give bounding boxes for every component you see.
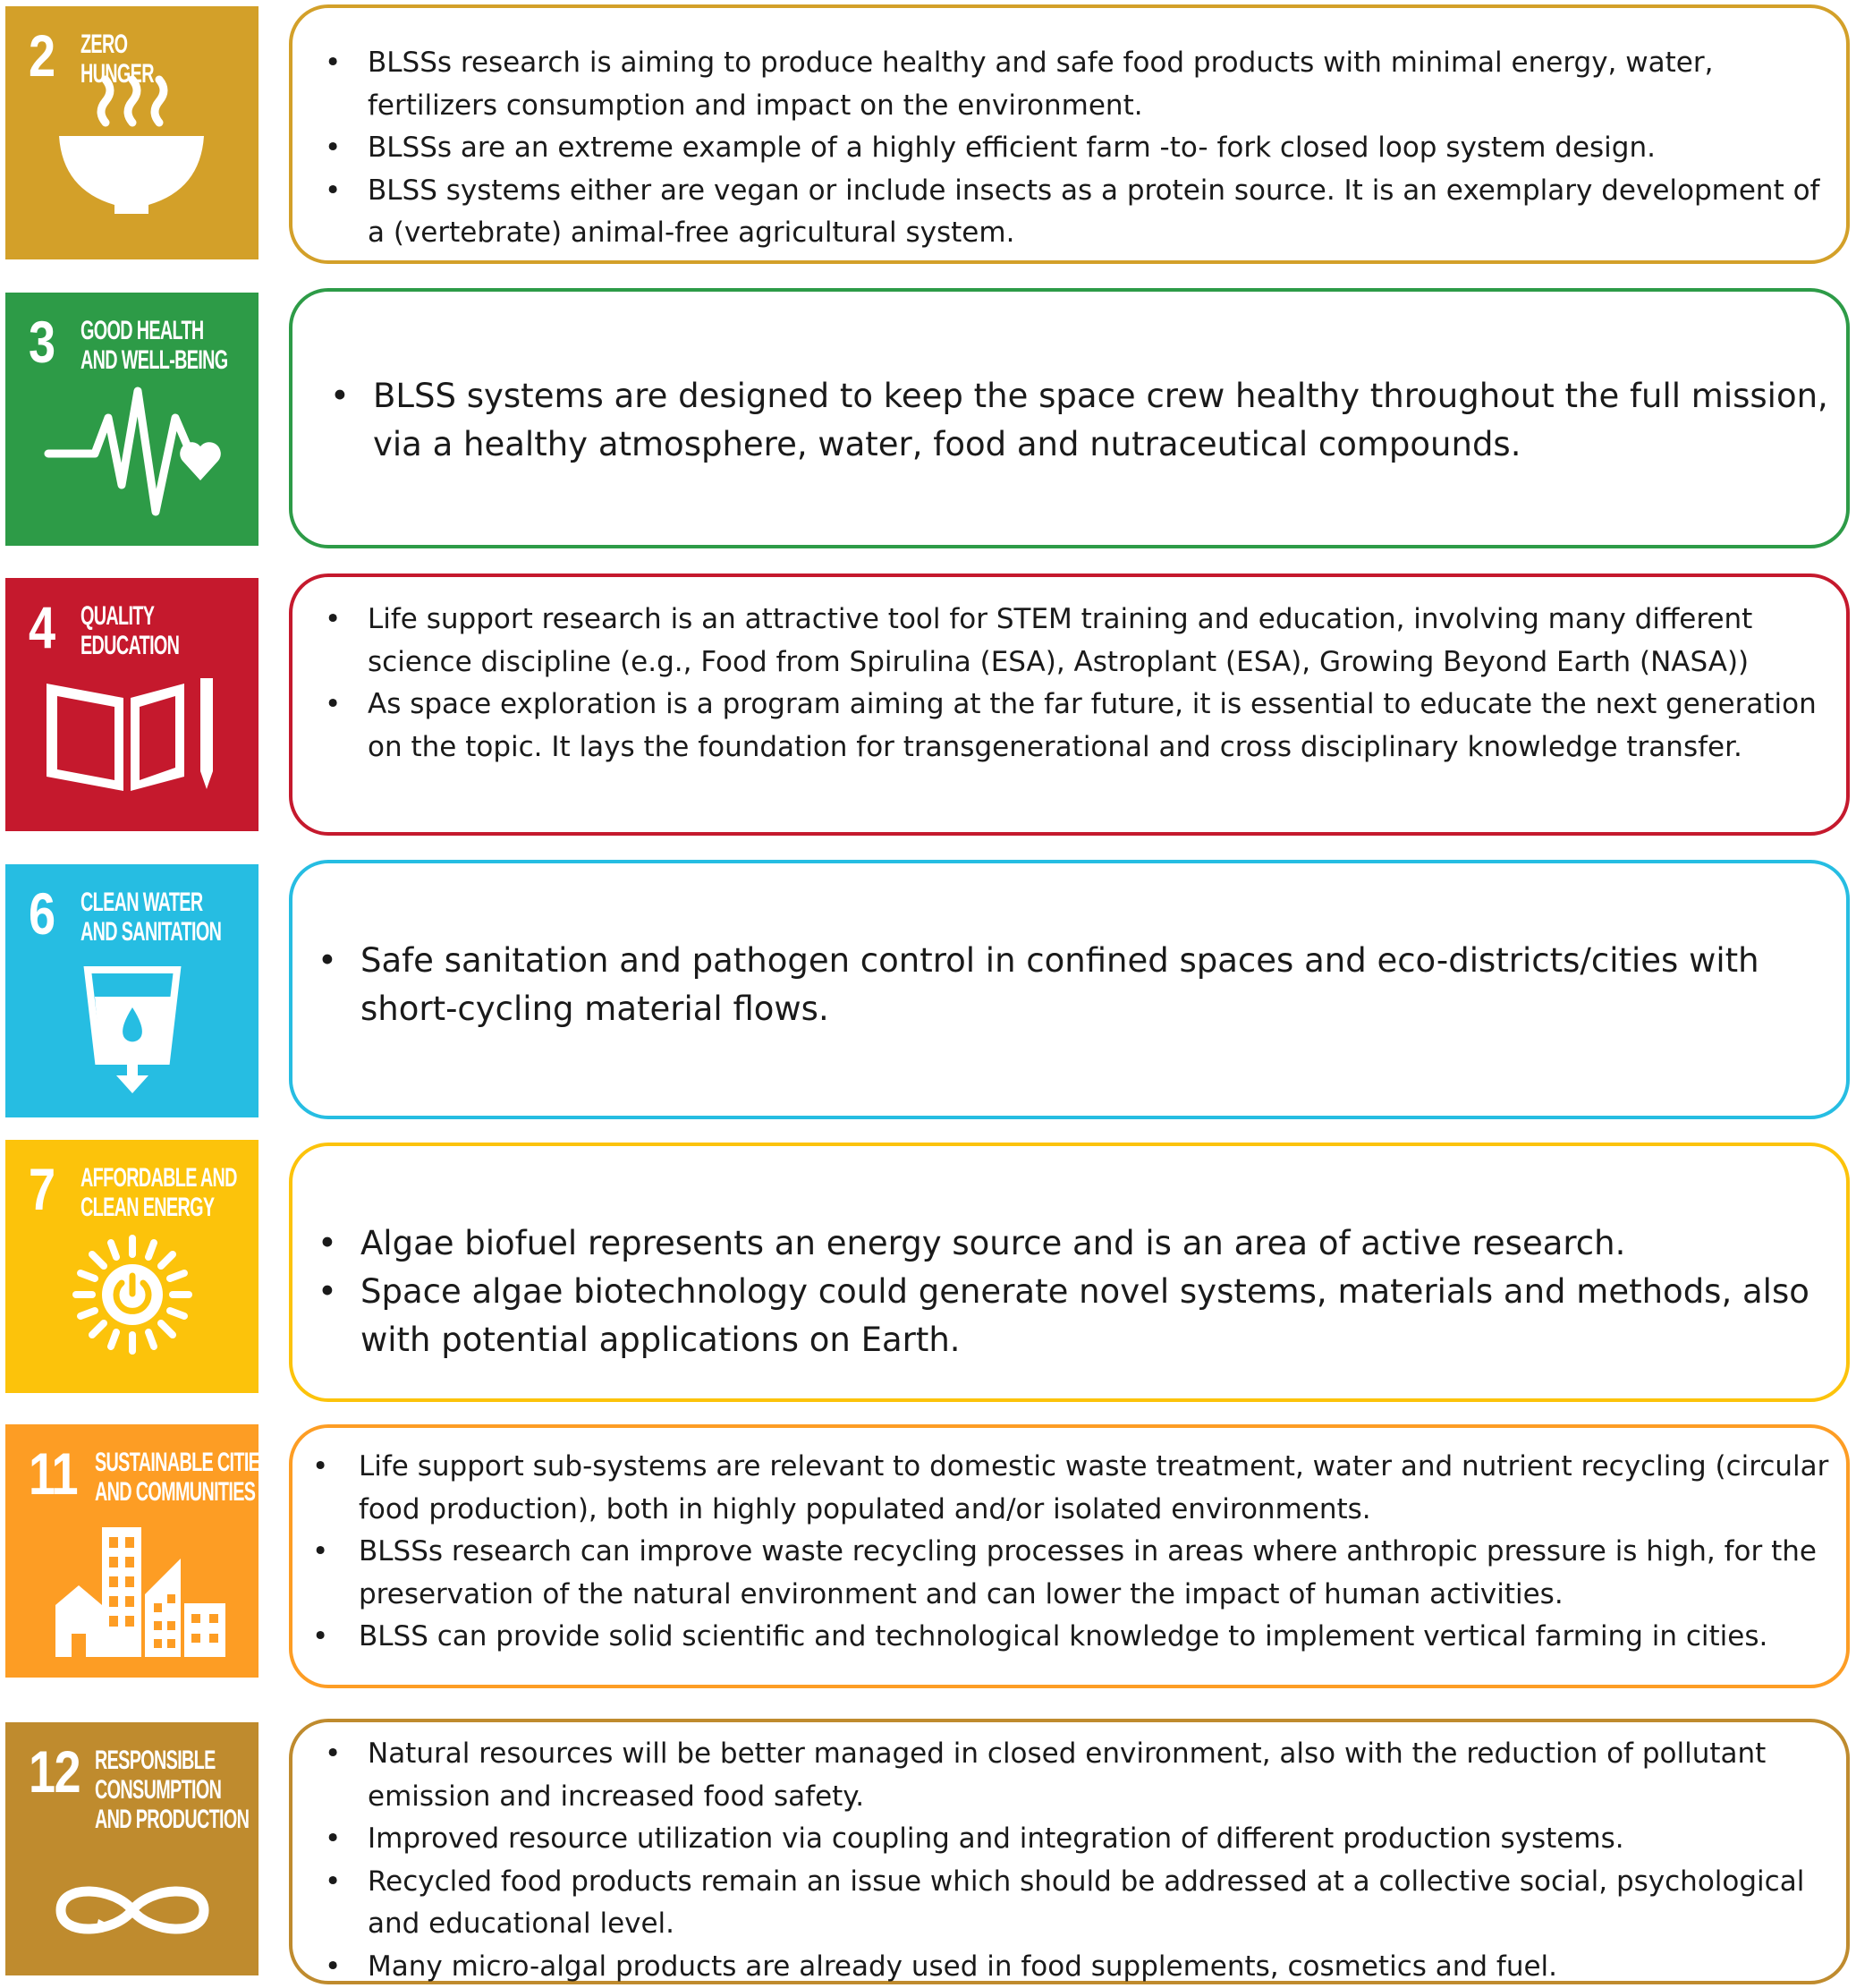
sun-power-icon [5, 1140, 258, 1393]
sdg-title: QUALITY EDUCATION [81, 601, 180, 660]
sdg-title: GOOD HEALTH AND WELL-BEING [81, 316, 228, 375]
sdg-number: 7 [29, 1156, 55, 1222]
sdg-number: 2 [29, 22, 55, 89]
list-item: • Recycled food products remain an issue which should be addressed at a collective social, psychological and educational level. [323, 1861, 1835, 1946]
list-item: • Natural resources will be better managed in closed environment, also with the reduction of pollutant emission and increased food safety. [323, 1733, 1835, 1818]
sdg-number: 3 [29, 309, 55, 375]
sdg-3-card [289, 288, 1850, 548]
list-item: • Safe sanitation and pathogen control in confined spaces and eco-districts/cities with short-cycling material flows. [316, 937, 1835, 1033]
sdg-12-card [289, 1719, 1850, 1984]
sdg-11-tile [5, 1424, 271, 1678]
bowl-icon [5, 6, 258, 259]
book-pencil-icon [5, 578, 258, 831]
heartbeat-icon [5, 293, 258, 546]
sdg-title: SUSTAINABLE CITIES AND COMMUNITIES [95, 1448, 271, 1507]
list-item: • BLSS can provide solid scientific and technological knowledge to implement vertical farming in cities. [310, 1616, 1835, 1659]
list-item: • Life support research is an attractive tool for STEM training and education, involving many different science discipline (e.g., Food from Spirulina (ESA), Astroplant (ESA), Growing Beyond Earth (NASA)) [323, 599, 1835, 684]
list-item: • Improved resource utilization via coupling and integration of different production systems. [323, 1818, 1835, 1861]
sdg-number: 11 [29, 1440, 77, 1507]
list-item: • As space exploration is a program aiming at the far future, it is essential to educate the next generation on the topic. It lays the foundation for transgenerational and cross disciplinary knowledge transfer. [323, 684, 1835, 769]
list-item: • Life support sub-systems are relevant to domestic waste treatment, water and nutrient recycling (circular food production), both in highly populated and/or isolated environments. [310, 1446, 1835, 1531]
sdg-2-tile [5, 6, 258, 259]
sdg-7-card [289, 1143, 1850, 1402]
sdg-6-card [289, 860, 1850, 1119]
sdg-7-tile [5, 1140, 258, 1393]
sdg-11-card [289, 1424, 1850, 1688]
sdg-6-tile [5, 864, 258, 1117]
sdg-4-tile [5, 578, 258, 831]
water-glass-icon [5, 864, 258, 1117]
sdg-3-tile [5, 293, 258, 546]
sdg-title: RESPONSIBLE CONSUMPTION AND PRODUCTION [95, 1746, 250, 1834]
list-item: • BLSSs research is aiming to produce healthy and safe food products with minimal energy, water, fertilizers consumption and impact on the environment. [323, 42, 1835, 127]
list-item: • BLSSs are an extreme example of a highly efficient farm -to- fork closed loop system design. [323, 127, 1835, 170]
list-item: • BLSSs research can improve waste recycling processes in areas where anthropic pressure is high, for the preservation of the natural environment and can lower the impact of human activities. [310, 1531, 1835, 1616]
sdg-number: 12 [29, 1738, 80, 1805]
sdg-number: 4 [29, 594, 55, 660]
sdg-title: ZERO HUNGER [81, 30, 154, 89]
list-item: • Space algae biotechnology could generate novel systems, materials and methods, also with potential applications on Earth. [316, 1268, 1835, 1364]
sdg-12-tile [5, 1722, 258, 1975]
sdg-number: 6 [29, 880, 55, 947]
list-item: • BLSS systems either are vegan or include insects as a protein source. It is an exemplary development of a (vertebrate) animal-free agricultural system. [323, 170, 1835, 255]
list-item: • BLSS systems are designed to keep the space crew healthy throughout the full mission, via a healthy atmosphere, water, food and nutraceutical compounds. [328, 372, 1835, 469]
list-item: • Many micro-algal products are already used in food supplements, cosmetics and fuel. [323, 1946, 1835, 1988]
infinity-icon [5, 1722, 258, 1975]
sdg-title: CLEAN WATER AND SANITATION [81, 888, 222, 947]
sdg-2-card [289, 4, 1850, 264]
list-item: • Algae biofuel represents an energy source and is an area of active research. [316, 1219, 1835, 1268]
sdg-title: AFFORDABLE AND CLEAN ENERGY [81, 1163, 237, 1222]
sdg-4-card [289, 573, 1850, 836]
city-buildings-icon [5, 1424, 258, 1678]
